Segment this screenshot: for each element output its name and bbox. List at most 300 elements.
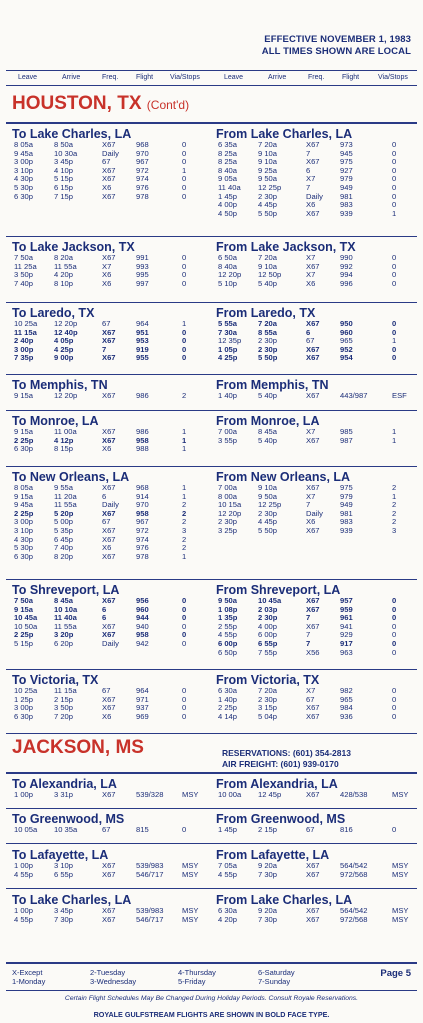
via-stops: 0 bbox=[392, 191, 397, 201]
flight-number: 996 bbox=[340, 278, 353, 288]
frequency: 6 bbox=[306, 165, 311, 175]
air-freight-phone: AIR FREIGHT: (601) 939-0170 bbox=[222, 759, 339, 769]
via-stops: 1 bbox=[392, 208, 397, 218]
leave-time: 4 55p bbox=[218, 869, 238, 879]
leave-time: 12 20p bbox=[218, 270, 242, 280]
flight-row bbox=[216, 167, 416, 176]
divider bbox=[6, 772, 417, 774]
city-heading-jackson bbox=[12, 737, 144, 759]
arrive-time: 7 15p bbox=[54, 191, 74, 201]
frequency: 6 bbox=[102, 613, 107, 623]
frequency: X7 bbox=[306, 427, 316, 436]
flight-number: 986 bbox=[136, 391, 149, 400]
leave-time: 8 05a bbox=[14, 140, 34, 149]
frequency: X67 bbox=[306, 391, 320, 400]
leave-time: 9 15a bbox=[14, 491, 34, 501]
divider bbox=[6, 302, 417, 303]
flight-number: 963 bbox=[340, 647, 353, 657]
flight-number: 972 bbox=[136, 525, 149, 535]
arrive-time: 4 20p bbox=[54, 270, 74, 280]
via-stops: 0 bbox=[392, 630, 397, 640]
flight-row bbox=[12, 354, 212, 363]
arrive-time: 8 20p bbox=[54, 551, 74, 561]
city-name: JACKSON, MS bbox=[12, 737, 144, 758]
route-title: To Victoria, TX bbox=[12, 673, 99, 687]
leave-time: 6 30p bbox=[14, 711, 34, 721]
via-stops: 0 bbox=[182, 694, 187, 704]
via-stops: 0 bbox=[182, 711, 187, 721]
via-stops: 0 bbox=[392, 253, 397, 262]
via-stops: 1 bbox=[182, 491, 187, 501]
flight-number: 949 bbox=[340, 500, 353, 510]
route-title: To Lake Jackson, TX bbox=[12, 240, 135, 254]
flight-row bbox=[12, 640, 212, 649]
flight-row bbox=[216, 493, 416, 502]
flight-row bbox=[216, 392, 416, 401]
frequency: X67 bbox=[306, 869, 320, 879]
via-stops: 0 bbox=[392, 278, 397, 288]
route-title: From Lake Jackson, TX bbox=[216, 240, 356, 254]
via-stops: 2 bbox=[392, 483, 397, 492]
via-stops: 0 bbox=[392, 148, 397, 158]
leave-time: 4 30p bbox=[14, 534, 34, 544]
route-title: From Alexandria, LA bbox=[216, 777, 338, 791]
arrive-time: 9 00p bbox=[54, 353, 74, 363]
flight-number: 443/987 bbox=[340, 391, 368, 400]
via-stops: 2 bbox=[182, 500, 187, 510]
flight-row bbox=[216, 791, 416, 800]
leave-time: 10 05a bbox=[14, 825, 38, 834]
divider bbox=[6, 733, 417, 734]
flight-row bbox=[216, 329, 416, 338]
leave-time: 7 00a bbox=[218, 483, 238, 492]
flight-row bbox=[216, 606, 416, 615]
arrive-time: 4 00p bbox=[258, 621, 278, 631]
arrive-time: 12 20p bbox=[54, 319, 78, 328]
arrive-time: 10 30a bbox=[54, 148, 78, 158]
flight-number: 979 bbox=[340, 491, 353, 501]
leave-time: 2 25p bbox=[14, 630, 34, 640]
from-route bbox=[216, 470, 416, 536]
via-stops: 0 bbox=[182, 630, 187, 640]
city-heading-houston bbox=[12, 93, 189, 116]
flight-number: 942 bbox=[136, 638, 149, 648]
frequency: X67 bbox=[102, 353, 116, 363]
via-stops: 0 bbox=[392, 703, 397, 713]
flight-number: 951 bbox=[136, 327, 149, 337]
flight-row bbox=[216, 916, 416, 925]
via-stops: ESF bbox=[392, 391, 407, 400]
flight-row bbox=[12, 826, 212, 835]
to-route bbox=[12, 777, 212, 800]
arrive-time: 6 00p bbox=[258, 630, 278, 640]
frequency: X67 bbox=[102, 861, 116, 870]
leave-time: 3 00p bbox=[14, 703, 34, 713]
flight-row bbox=[216, 623, 416, 632]
via-stops: 0 bbox=[392, 200, 397, 210]
flight-number: 959 bbox=[340, 604, 353, 614]
flight-number: 428/538 bbox=[340, 790, 368, 799]
via-stops: 2 bbox=[182, 534, 187, 544]
leave-time: 1 08p bbox=[218, 604, 238, 614]
flight-number: 967 bbox=[136, 157, 149, 167]
frequency: Daily bbox=[102, 148, 119, 158]
flight-number: 997 bbox=[136, 278, 149, 288]
arrive-time: 12 40p bbox=[54, 327, 78, 337]
via-stops: 0 bbox=[392, 270, 397, 280]
frequency: X67 bbox=[306, 914, 320, 924]
frequency: X6 bbox=[102, 278, 112, 288]
leave-time: 4 30p bbox=[14, 174, 34, 184]
city-suffix: (Cont'd) bbox=[146, 98, 190, 112]
arrive-time: 4 25p bbox=[54, 344, 74, 354]
to-route bbox=[12, 893, 212, 924]
frequency: X67 bbox=[102, 336, 116, 346]
flight-row bbox=[216, 713, 416, 722]
leave-time: 6 50p bbox=[218, 647, 238, 657]
flight-number: 979 bbox=[340, 174, 353, 184]
frequency: X6 bbox=[306, 200, 316, 210]
arrive-time: 12 45p bbox=[258, 790, 282, 799]
via-stops: 1 bbox=[392, 491, 397, 501]
arrive-time: 9 55a bbox=[54, 483, 74, 492]
route-title: From Laredo, TX bbox=[216, 306, 316, 320]
flight-number: 539/328 bbox=[136, 790, 164, 799]
arrive-time: 8 45a bbox=[258, 427, 278, 436]
flight-number: 988 bbox=[136, 444, 149, 454]
frequency: 7 bbox=[306, 613, 311, 623]
col-via: Via/Stops bbox=[170, 74, 200, 81]
frequency: 67 bbox=[306, 336, 315, 346]
frequency: X67 bbox=[306, 319, 320, 328]
arrive-time: 7 40p bbox=[54, 543, 74, 553]
arrive-time: 5 20p bbox=[54, 508, 74, 518]
to-route bbox=[12, 127, 212, 201]
to-route bbox=[12, 240, 212, 288]
flight-number: 950 bbox=[340, 319, 353, 328]
flight-number: 949 bbox=[340, 182, 353, 192]
leave-time: 4 50p bbox=[218, 208, 238, 218]
leave-time: 11 15a bbox=[14, 327, 37, 337]
arrive-time: 3 50p bbox=[54, 703, 74, 713]
frequency: X67 bbox=[306, 261, 320, 271]
leave-time: 7 00a bbox=[218, 427, 238, 436]
timetable-page bbox=[6, 0, 417, 1023]
route-title: To Greenwood, MS bbox=[12, 812, 125, 826]
col-freq: Freq. bbox=[308, 74, 325, 81]
col-leave: Leave bbox=[18, 74, 38, 81]
from-route bbox=[216, 240, 416, 288]
route-title: To Monroe, LA bbox=[12, 414, 99, 428]
via-stops: 0 bbox=[182, 157, 187, 167]
via-stops: 0 bbox=[392, 344, 397, 354]
frequency: X67 bbox=[306, 906, 320, 915]
flight-row bbox=[216, 210, 416, 219]
from-route bbox=[216, 848, 416, 879]
flight-number: 983 bbox=[340, 517, 353, 527]
frequency: X67 bbox=[306, 140, 320, 149]
leave-time: 4 55p bbox=[218, 630, 238, 640]
frequency: X56 bbox=[306, 647, 320, 657]
flight-row bbox=[216, 826, 416, 835]
flight-number: 964 bbox=[136, 686, 149, 695]
frequency: X67 bbox=[102, 630, 116, 640]
flight-row bbox=[216, 871, 416, 880]
arrive-time: 7 30p bbox=[258, 869, 278, 879]
arrive-time: 12 25p bbox=[258, 182, 282, 192]
flight-number: 539/983 bbox=[136, 906, 164, 915]
leave-time: 8 05a bbox=[14, 483, 34, 492]
leave-time: 8 00a bbox=[218, 491, 238, 501]
arrive-time: 8 50a bbox=[54, 140, 74, 149]
via-stops: 0 bbox=[182, 278, 187, 288]
flight-number: 986 bbox=[136, 427, 149, 436]
leave-time: 9 45a bbox=[14, 148, 34, 158]
frequency: X6 bbox=[102, 543, 112, 553]
route-title: From Shreveport, LA bbox=[216, 583, 341, 597]
leave-time: 9 15a bbox=[14, 427, 34, 436]
flight-number: 564/542 bbox=[340, 906, 368, 915]
frequency: 67 bbox=[102, 157, 111, 167]
arrive-time: 5 50p bbox=[258, 353, 278, 363]
frequency: X67 bbox=[306, 604, 320, 614]
flight-number: 941 bbox=[340, 621, 353, 631]
flight-number: 917 bbox=[340, 638, 353, 648]
arrive-time: 7 30p bbox=[258, 914, 278, 924]
leave-time: 7 35p bbox=[14, 353, 34, 363]
frequency: 67 bbox=[102, 686, 111, 695]
leave-time: 8 25a bbox=[218, 157, 238, 167]
flight-number: 936 bbox=[340, 711, 353, 721]
flight-number: 995 bbox=[136, 270, 149, 280]
via-stops: 0 bbox=[182, 261, 187, 271]
flight-number: 914 bbox=[136, 491, 149, 501]
frequency: X7 bbox=[306, 253, 316, 262]
arrive-time: 9 20a bbox=[258, 906, 278, 915]
legend-item: 1-Monday bbox=[12, 977, 46, 986]
arrive-time: 2 03p bbox=[258, 604, 278, 614]
frequency: X67 bbox=[306, 353, 320, 363]
flight-number: 816 bbox=[340, 825, 353, 834]
flight-row bbox=[216, 158, 416, 167]
leave-time: 11 40a bbox=[218, 182, 241, 192]
arrive-time: 8 15p bbox=[54, 444, 74, 454]
frequency: X67 bbox=[102, 525, 116, 535]
route-title: From Memphis, TN bbox=[216, 378, 329, 392]
via-stops: MSY bbox=[182, 861, 199, 870]
flight-row bbox=[216, 510, 416, 519]
flight-number: 985 bbox=[340, 427, 353, 436]
route-title: To Shreveport, LA bbox=[12, 583, 120, 597]
flight-number: 994 bbox=[340, 270, 353, 280]
leave-time: 1 45p bbox=[218, 825, 238, 834]
frequency: X67 bbox=[102, 790, 116, 799]
column-header-bar bbox=[6, 70, 417, 86]
arrive-time: 2 30p bbox=[258, 336, 278, 346]
arrive-time: 8 20a bbox=[54, 253, 74, 262]
leave-time: 11 25a bbox=[14, 261, 37, 271]
via-stops: 0 bbox=[182, 703, 187, 713]
flight-row bbox=[216, 631, 416, 640]
arrive-time: 6 15p bbox=[54, 182, 74, 192]
via-stops: 1 bbox=[182, 165, 187, 175]
via-stops: 0 bbox=[182, 148, 187, 158]
divider bbox=[6, 843, 417, 844]
leave-time: 1 25p bbox=[14, 694, 34, 704]
leave-time: 10 15a bbox=[218, 500, 242, 510]
frequency: Daily bbox=[306, 191, 323, 201]
flight-number: 939 bbox=[340, 525, 353, 535]
frequency: X6 bbox=[306, 517, 316, 527]
leave-time: 2 30p bbox=[218, 517, 238, 527]
frequency: X67 bbox=[102, 191, 116, 201]
frequency: Daily bbox=[102, 500, 119, 510]
flight-row bbox=[12, 791, 212, 800]
arrive-time: 11 55a bbox=[54, 621, 77, 631]
frequency: 67 bbox=[102, 517, 111, 527]
frequency: Daily bbox=[306, 508, 323, 518]
leave-time: 7 50a bbox=[14, 596, 34, 605]
via-stops: 0 bbox=[182, 327, 187, 337]
flight-row bbox=[216, 193, 416, 202]
leave-time: 8 40a bbox=[218, 165, 238, 175]
legend-item: 2-Tuesday bbox=[90, 968, 126, 977]
leave-time: 3 25p bbox=[218, 525, 238, 535]
flight-number: 983 bbox=[340, 200, 353, 210]
divider bbox=[6, 669, 417, 670]
arrive-time: 7 20a bbox=[258, 319, 278, 328]
arrive-time: 2 30p bbox=[258, 508, 278, 518]
divider bbox=[6, 990, 417, 991]
flight-number: 971 bbox=[136, 694, 149, 704]
leave-time: 8 40a bbox=[218, 261, 238, 271]
leave-time: 2 25p bbox=[14, 435, 34, 445]
leave-time: 3 55p bbox=[218, 435, 238, 445]
via-stops: 2 bbox=[392, 517, 397, 527]
flight-number: 952 bbox=[340, 344, 353, 354]
frequency: X67 bbox=[102, 596, 116, 605]
via-stops: 1 bbox=[182, 319, 187, 328]
flight-row bbox=[216, 687, 416, 696]
via-stops: 0 bbox=[392, 319, 397, 328]
from-route bbox=[216, 673, 416, 721]
arrive-time: 9 25a bbox=[258, 165, 278, 175]
col-freq: Freq. bbox=[102, 74, 119, 81]
route-title: To Memphis, TN bbox=[12, 378, 108, 392]
via-stops: MSY bbox=[392, 861, 409, 870]
arrive-time: 5 50p bbox=[258, 208, 278, 218]
route-title: To Lake Charles, LA bbox=[12, 893, 132, 907]
leave-time: 4 14p bbox=[218, 711, 238, 721]
flight-row bbox=[216, 437, 416, 446]
arrive-time: 3 45p bbox=[54, 906, 74, 915]
flight-row bbox=[12, 553, 212, 562]
flight-number: 974 bbox=[136, 534, 149, 544]
arrive-time: 3 31p bbox=[54, 790, 74, 799]
leave-time: 5 10p bbox=[218, 278, 238, 288]
arrive-time: 4 12p bbox=[54, 435, 74, 445]
arrive-time: 9 50a bbox=[258, 491, 278, 501]
frequency: X6 bbox=[102, 182, 112, 192]
arrive-time: 11 55a bbox=[54, 261, 77, 271]
arrive-time: 12 50p bbox=[258, 270, 282, 280]
arrive-time: 2 15p bbox=[258, 825, 278, 834]
flight-number: 953 bbox=[136, 336, 149, 346]
frequency: X67 bbox=[102, 435, 116, 445]
frequency: X67 bbox=[102, 165, 116, 175]
leave-time: 6 30p bbox=[14, 191, 34, 201]
frequency: X67 bbox=[102, 391, 116, 400]
via-stops: 1 bbox=[182, 444, 187, 454]
frequency: X67 bbox=[102, 508, 116, 518]
flight-number: 815 bbox=[136, 825, 149, 834]
flight-number: 919 bbox=[136, 344, 149, 354]
flight-row bbox=[216, 175, 416, 184]
flight-row bbox=[216, 354, 416, 363]
via-stops: 0 bbox=[182, 344, 187, 354]
via-stops: 0 bbox=[182, 182, 187, 192]
leave-time: 10 50a bbox=[14, 621, 38, 631]
flight-number: 960 bbox=[340, 327, 353, 337]
frequency: X67 bbox=[306, 157, 320, 167]
via-stops: 0 bbox=[392, 140, 397, 149]
arrive-time: 2 30p bbox=[258, 191, 278, 201]
flight-number: 993 bbox=[136, 261, 149, 271]
flight-number: 965 bbox=[340, 336, 353, 346]
via-stops: 0 bbox=[182, 604, 187, 614]
via-stops: MSY bbox=[392, 790, 409, 799]
via-stops: 0 bbox=[392, 596, 397, 605]
leave-time: 10 45a bbox=[14, 613, 38, 623]
flight-row bbox=[12, 916, 212, 925]
divider bbox=[6, 888, 417, 889]
via-stops: MSY bbox=[182, 869, 199, 879]
col-arrive: Arrive bbox=[268, 74, 287, 81]
page-number: Page 5 bbox=[380, 968, 411, 979]
arrive-time: 7 20a bbox=[258, 253, 278, 262]
arrive-time: 5 40p bbox=[258, 391, 278, 400]
flight-number: 546/717 bbox=[136, 869, 164, 879]
frequency: X67 bbox=[102, 483, 116, 492]
arrive-time: 8 10p bbox=[54, 278, 74, 288]
frequency: X67 bbox=[102, 534, 116, 544]
via-stops: 3 bbox=[182, 525, 187, 535]
flight-number: 929 bbox=[340, 630, 353, 640]
via-stops: 0 bbox=[182, 353, 187, 363]
flight-number: 961 bbox=[340, 613, 353, 623]
from-route bbox=[216, 583, 416, 657]
local-times-note: ALL TIMES SHOWN ARE LOCAL bbox=[261, 46, 411, 57]
leave-time: 6 50a bbox=[218, 253, 238, 262]
frequency: 6 bbox=[306, 327, 311, 337]
legend-item: 4-Thursday bbox=[178, 968, 216, 977]
to-route bbox=[12, 848, 212, 879]
leave-time: 2 25p bbox=[14, 508, 34, 518]
frequency: 7 bbox=[306, 630, 311, 640]
arrive-time: 2 30p bbox=[258, 694, 278, 704]
frequency: X67 bbox=[102, 621, 116, 631]
leave-time: 3 50p bbox=[14, 270, 34, 280]
leave-time: 12 20p bbox=[218, 508, 242, 518]
via-stops: 0 bbox=[182, 253, 187, 262]
frequency: X67 bbox=[306, 208, 320, 218]
arrive-time: 3 15p bbox=[258, 703, 278, 713]
frequency: 6 bbox=[102, 604, 107, 614]
from-route bbox=[216, 127, 416, 218]
leave-time: 2 40p bbox=[14, 336, 34, 346]
divider bbox=[6, 808, 417, 809]
to-route bbox=[12, 414, 212, 454]
